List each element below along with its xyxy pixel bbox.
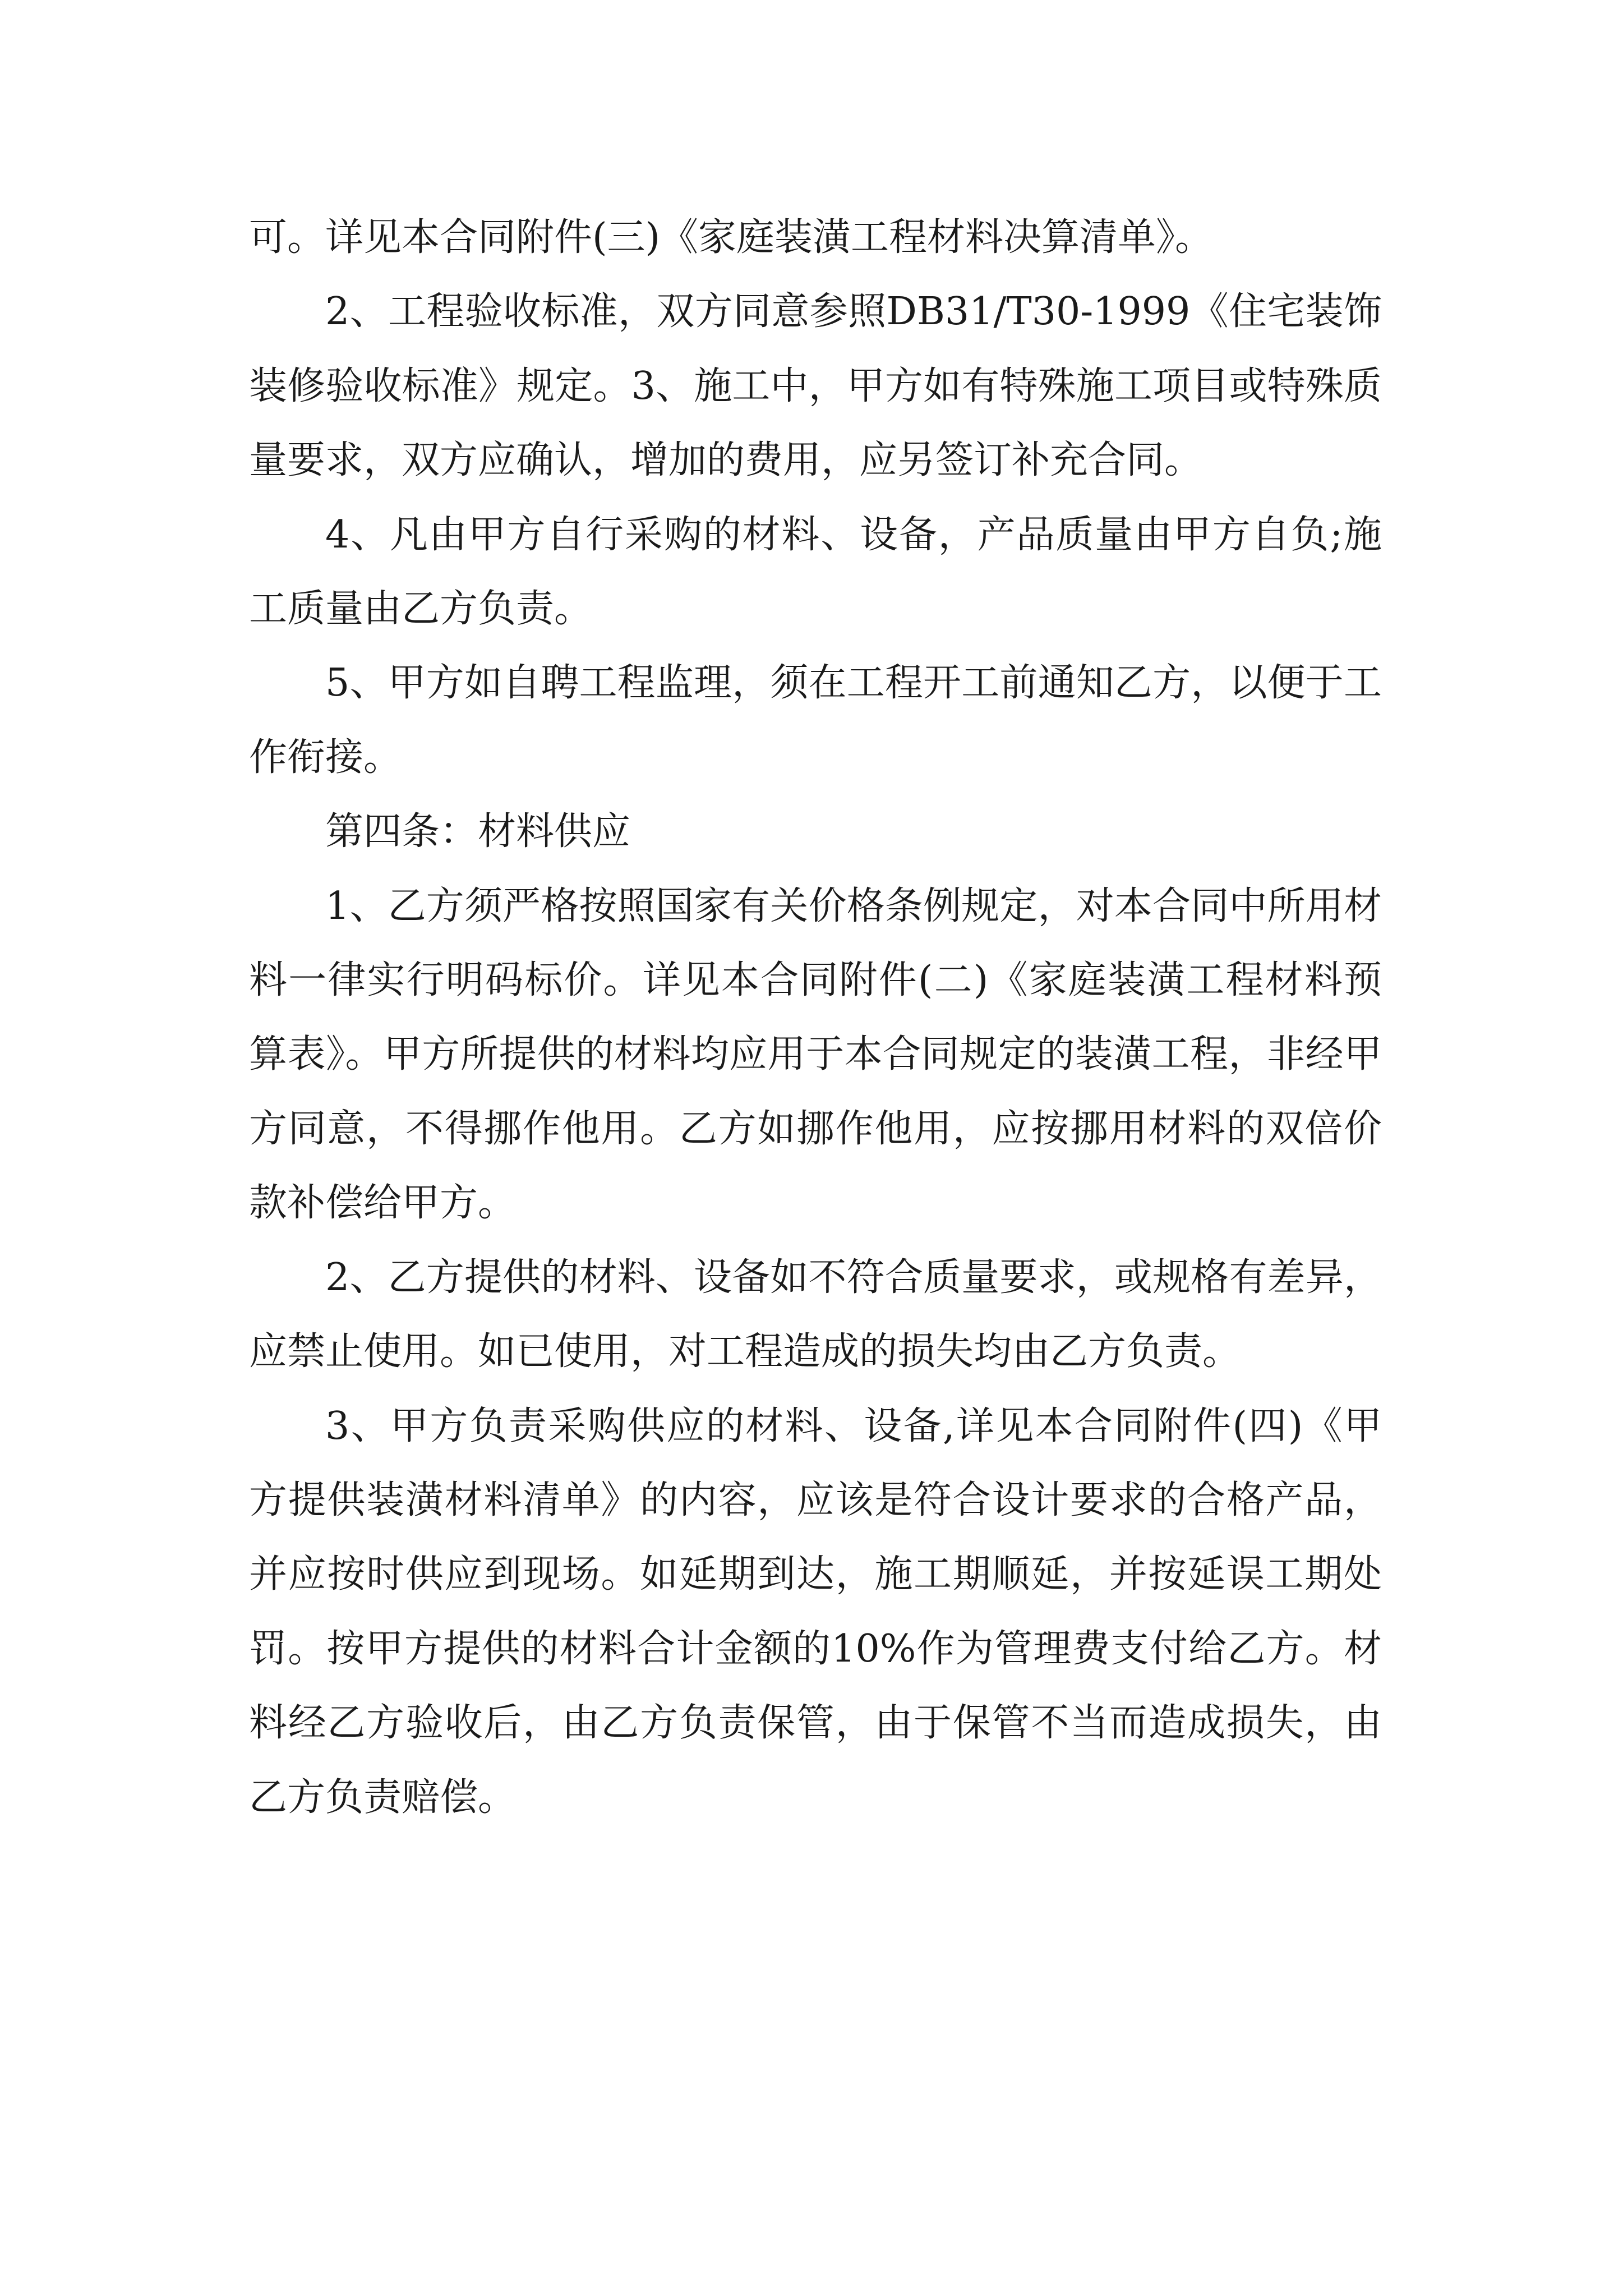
paragraph-attachment-3-ref: 可。详见本合同附件(三)《家庭装潢工程材料决算清单》。 [249,215,1214,260]
paragraph-project-supervisor: 5、甲方如自聘工程监理，须在工程开工前通知乙方，以便于工作衔接。 [249,661,1382,780]
paragraph-nonconforming-materials: 2、乙方提供的材料、设备如不符合质量要求，或规格有差异，应禁止使用。如已使用，对工程造成的损失均由乙方负责。 [249,1255,1382,1374]
section-heading-article-4: 第四条：材料供应 [325,809,631,854]
contract-body [249,201,1382,1835]
paragraph-material-pricing: 1、乙方须严格按照国家有关价格条例规定，对本合同中所用材料一律实行明码标价。详见本合同附件(二)《家庭装潢工程材料预算表》。甲方所提供的材料均应用于本合同规定的装潢工程，非经甲方同意，不得挪作他用。乙方如挪作他用，应按挪用材料的双倍价款补偿给甲方。 [249,884,1382,1226]
paragraph-party-a-supply: 3、甲方负责采购供应的材料、设备,详见本合同附件(四)《甲方提供装潢材料清单》的内容，应该是符合设计要求的合格产品，并应按时供应到现场。如延期到达，施工期顺延，并按延误工期处罚。按甲方提供的材料合计金额的10%作为管理费支付给乙方。材料经乙方验收后，由乙方负责保管，由于保管不当而造成损失，由乙方负责赔偿。 [249,1404,1382,1820]
paragraph-acceptance-standard: 2、工程验收标准，双方同意参照DB31/T30-1999《住宅装饰装修验收标准》规定。3、施工中，甲方如有特殊施工项目或特殊质量要求，双方应确认，增加的费用，应另签订补充合同。 [249,289,1382,483]
paragraph-party-a-materials-quality: 4、凡由甲方自行采购的材料、设备，产品质量由甲方自负;施工质量由乙方负责。 [249,512,1382,632]
